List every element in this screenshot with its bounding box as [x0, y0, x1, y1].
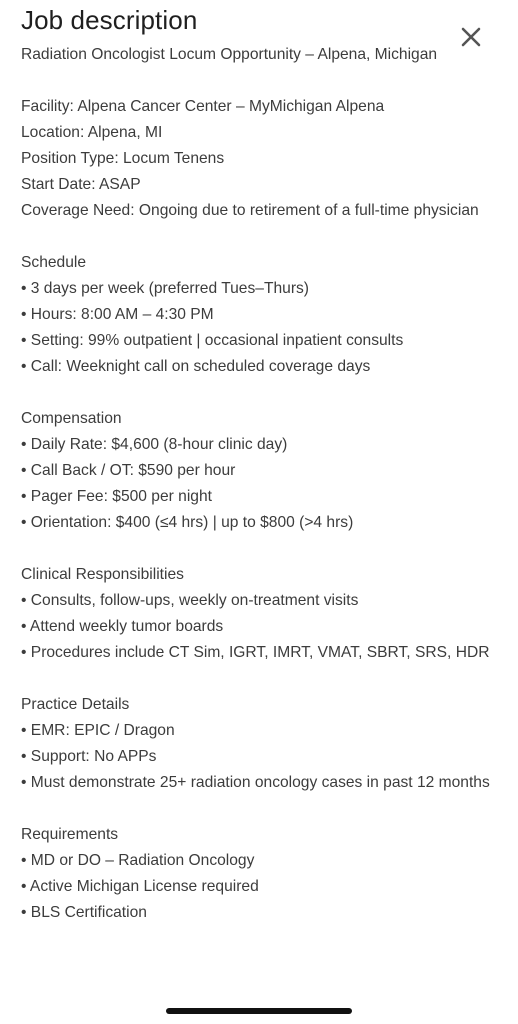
- practice-item: • EMR: EPIC / Dragon: [21, 722, 175, 739]
- page-title: Job description: [21, 5, 198, 35]
- practice-item: • Must demonstrate 25+ radiation oncology cases in past 12 months: [21, 774, 490, 791]
- job-description-body: [21, 42, 491, 926]
- spacer: [21, 536, 491, 562]
- spacer: [21, 224, 491, 250]
- requirements-item: • Active Michigan License required: [21, 878, 259, 895]
- clinical-item: • Attend weekly tumor boards: [21, 618, 224, 635]
- requirements-heading: Requirements: [21, 826, 119, 843]
- compensation-item: • Orientation: $400 (≤4 hrs) | up to $800 (>4 hrs): [21, 514, 354, 531]
- practice-heading: Practice Details: [21, 696, 130, 713]
- schedule-item: • 3 days per week (preferred Tues–Thurs): [21, 280, 310, 297]
- compensation-item: • Daily Rate: $4,600 (8-hour clinic day): [21, 436, 288, 453]
- clinical-item: • Procedures include CT Sim, IGRT, IMRT, VMAT, SBRT, SRS, HDR: [21, 644, 490, 661]
- schedule-item: • Call: Weeknight call on scheduled coverage days: [21, 358, 371, 375]
- spacer: [21, 380, 491, 406]
- requirements-item: • BLS Certification: [21, 904, 147, 921]
- compensation-item: • Call Back / OT: $590 per hour: [21, 462, 236, 479]
- schedule-item: • Setting: 99% outpatient | occasional inpatient consults: [21, 332, 404, 349]
- schedule-heading: Schedule: [21, 254, 87, 271]
- start-date-text: Start Date: ASAP: [21, 176, 141, 193]
- compensation-heading: Compensation: [21, 410, 122, 427]
- coverage-need-text: Coverage Need: Ongoing due to retirement of a full-time physician: [21, 202, 479, 219]
- clinical-heading: Clinical Responsibilities: [21, 566, 184, 583]
- schedule-item: • Hours: 8:00 AM – 4:30 PM: [21, 306, 214, 323]
- job-subtitle: Radiation Oncologist Locum Opportunity – Alpena, Michigan: [21, 46, 438, 63]
- compensation-item: • Pager Fee: $500 per night: [21, 488, 212, 505]
- practice-item: • Support: No APPs: [21, 748, 157, 765]
- home-indicator[interactable]: [166, 1008, 352, 1014]
- facility-text: Facility: Alpena Cancer Center – MyMichigan Alpena: [21, 98, 385, 115]
- spacer: [21, 68, 491, 94]
- spacer: [21, 796, 491, 822]
- position-type-text: Position Type: Locum Tenens: [21, 150, 225, 167]
- requirements-item: • MD or DO – Radiation Oncology: [21, 852, 255, 869]
- clinical-item: • Consults, follow-ups, weekly on-treatment visits: [21, 592, 359, 609]
- spacer: [21, 666, 491, 692]
- location-text: Location: Alpena, MI: [21, 124, 163, 141]
